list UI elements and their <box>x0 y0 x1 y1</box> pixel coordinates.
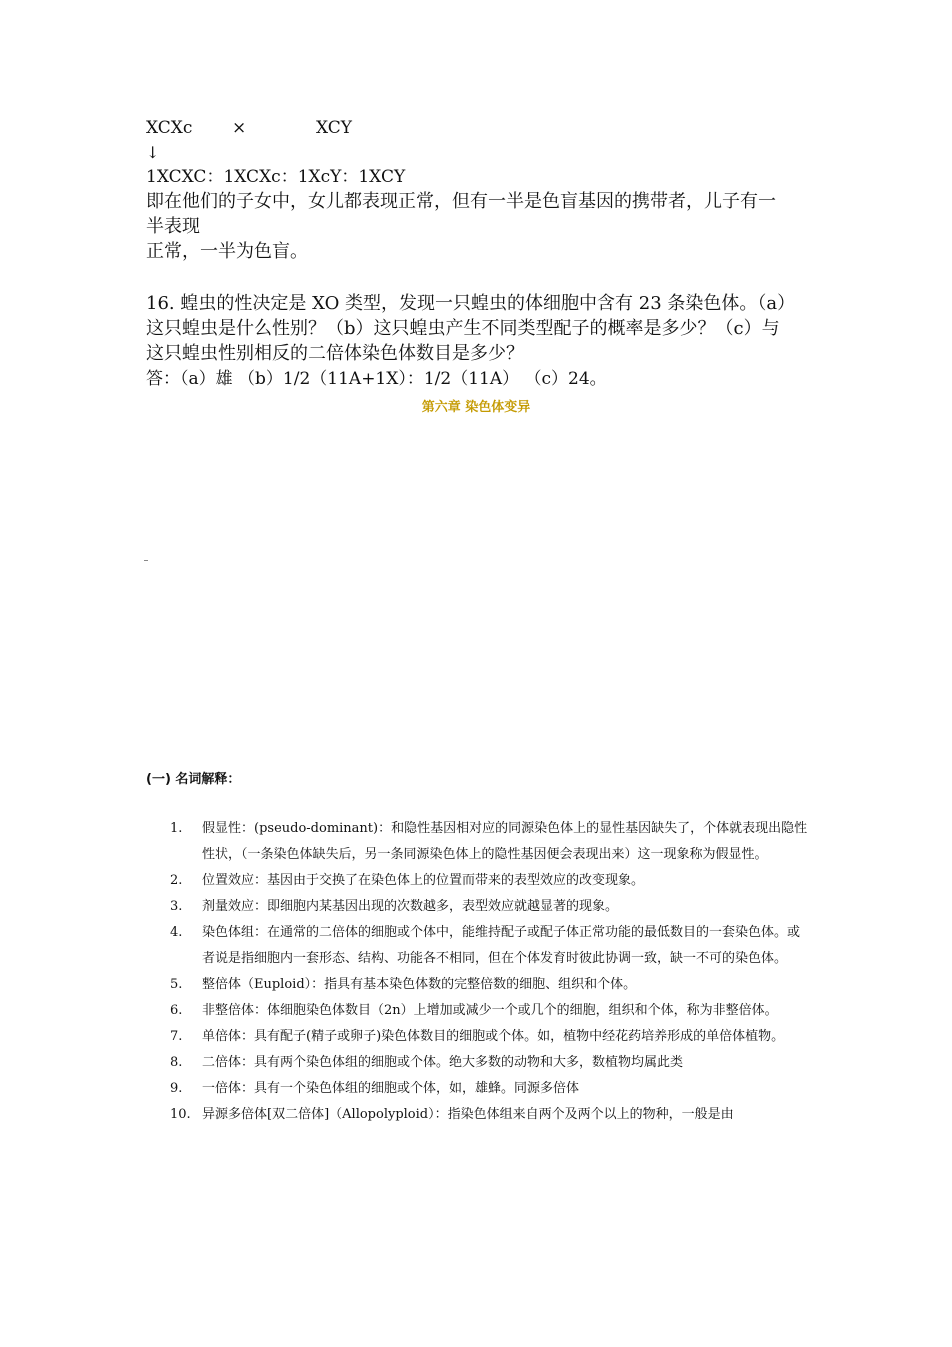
stray-mark <box>144 560 148 561</box>
question-16-line-2: 这只蝗虫是什么性别？（b）这只蝗虫产生不同类型配子的概率是多少？（c）与 <box>146 318 780 339</box>
definition-item <box>170 868 810 894</box>
definition-item <box>170 1102 810 1128</box>
definition-text: 位置效应：基因由于交换了在染色体上的位置而带来的表型效应的改变现象。 <box>202 873 645 888</box>
definition-number: 1. <box>170 821 183 836</box>
cross-parent-female: XCXc <box>146 118 193 138</box>
definition-number: 3. <box>170 899 183 914</box>
explanation-line-3: 正常，一半为色盲。 <box>146 241 308 262</box>
definitions-list <box>170 816 810 1128</box>
question-16-line-1: 16. 蝗虫的性决定是 XO 类型，发现一只蝗虫的体细胞中含有 23 条染色体。（a） <box>146 293 796 314</box>
definition-number: 4. <box>170 925 183 940</box>
definition-text: 非整倍体：体细胞染色体数目（2n）上增加或减少一个或几个的细胞，组织和个体，称为非整倍体。 <box>202 1003 778 1018</box>
definition-item <box>170 1076 810 1102</box>
down-arrow-icon: ↓ <box>146 143 160 162</box>
definition-item <box>170 920 810 972</box>
definition-item <box>170 1024 810 1050</box>
definition-text: 假显性：(pseudo-dominant)：和隐性基因相对应的同源染色体上的显性基因缺失了，个体就表现出隐性性状，（一条染色体缺失后，另一条同源染色体上的隐性基因便会表现出来）这一现象称为假显性。 <box>202 821 808 862</box>
definition-text: 染色体组：在通常的二倍体的细胞或个体中，能维持配子或配子体正常功能的最低数目的一套染色体。或者说是指细胞内一套形态、结构、功能各不相同，但在个体发育时彼此协调一致，缺一不可的染色体。 <box>202 925 801 966</box>
definition-number: 9. <box>170 1081 183 1096</box>
question-16-answer: 答：（a）雄 （b）1/2（11A+1X）：1/2（11A） （c）24。 <box>146 369 607 389</box>
explanation-line-1: 即在他们的子女中，女儿都表现正常，但有一半是色盲基因的携带者，儿子有一 <box>146 191 776 212</box>
definition-text: 异源多倍体[双二倍体]（Allopolyploid）：指染色体组来自两个及两个以上的物种，一般是由 <box>202 1107 734 1122</box>
definition-text: 剂量效应：即细胞内某基因出现的次数越多，表型效应就越显著的现象。 <box>202 899 619 914</box>
definition-text: 一倍体：具有一个染色体组的细胞或个体，如，雄蜂。同源多倍体 <box>202 1081 580 1096</box>
question-16-line-3: 这只蝗虫性别相反的二倍体染色体数目是多少？ <box>146 343 524 364</box>
cross-symbol: × <box>232 118 247 138</box>
offspring-ratio: 1XCXC：1XCXc：1XcY：1XCY <box>146 167 406 187</box>
cross-parent-male: XCY <box>316 118 353 138</box>
definition-item <box>170 998 810 1024</box>
definition-number: 5. <box>170 977 183 992</box>
definition-number: 7. <box>170 1029 183 1044</box>
definition-item <box>170 1050 810 1076</box>
definition-text: 二倍体：具有两个染色体组的细胞或个体。绝大多数的动物和大多，数植物均属此类 <box>202 1055 684 1070</box>
section-title: (一) 名词解释： <box>146 772 241 787</box>
definition-text: 整倍体（Euploid）：指具有基本染色体数的完整倍数的细胞、组织和个体。 <box>202 977 637 992</box>
definition-text: 单倍体：具有配子(精子或卵子)染色体数目的细胞或个体。如，植物中经花药培养形成的单倍体植物。 <box>202 1029 785 1044</box>
explanation-line-2: 半表现 <box>146 216 200 237</box>
definition-item <box>170 972 810 998</box>
definition-number: 10. <box>170 1107 191 1122</box>
definition-item <box>170 816 810 868</box>
definition-item <box>170 894 810 920</box>
definition-number: 8. <box>170 1055 183 1070</box>
chapter-title: 第六章 染色体变异 <box>421 400 531 415</box>
definition-number: 6. <box>170 1003 183 1018</box>
definition-number: 2. <box>170 873 183 888</box>
